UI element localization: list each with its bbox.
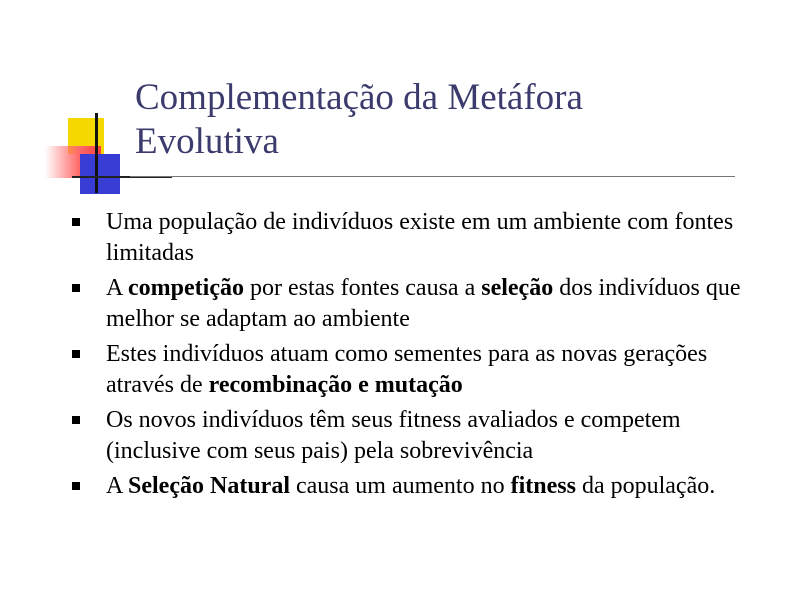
- bullet-item: [72, 207, 746, 268]
- logo-squares-icon: [40, 108, 140, 198]
- bullet-item: [72, 339, 746, 400]
- slide-title: [135, 76, 735, 164]
- bullet-bold-text: Seleção Natural: [128, 473, 290, 499]
- bullet-item: [72, 273, 746, 334]
- bullet-text: Uma população de indivíduos existe em um ambiente com fontes limitadas: [106, 209, 734, 266]
- logo-vertical-line: [95, 113, 98, 193]
- bullet-text: A: [106, 473, 129, 499]
- bullet-square-icon: [72, 284, 80, 292]
- bullet-square-icon: [72, 350, 80, 358]
- bullet-text: da população.: [575, 473, 716, 499]
- bullet-item: [72, 471, 746, 502]
- bullet-bold-text: recombinação e mutação: [208, 371, 463, 398]
- bullet-bold-text: seleção: [481, 275, 554, 301]
- bullet-bold-text: fitness: [510, 473, 576, 499]
- bullet-square-icon: [72, 482, 80, 490]
- bullet-text: causa um aumento no: [289, 473, 511, 499]
- bullet-item: [72, 405, 746, 466]
- bullet-bold-text: competição: [128, 275, 244, 301]
- bullet-text: dos indivíduos que melhor se adaptam ao ambiente: [106, 275, 741, 332]
- slide-title-line2: Evolutiva: [135, 121, 279, 162]
- bullet-text: A: [106, 275, 129, 301]
- logo-blue-square: [80, 154, 120, 194]
- bullet-text: Os novos indivíduos têm seus fitness avaliados e competem (inclusive com seus pais) pela sobrevivência: [106, 407, 681, 464]
- bullet-text: por estas fontes causa a: [243, 275, 482, 301]
- bullet-text: Estes indivíduos atuam como sementes para as novas gerações através de: [106, 341, 708, 398]
- bullet-list: [72, 207, 752, 507]
- bullet-square-icon: [72, 218, 80, 226]
- title-divider: [130, 176, 735, 177]
- slide-title-line1: Complementação da Metáfora: [135, 77, 583, 118]
- bullet-square-icon: [72, 416, 80, 424]
